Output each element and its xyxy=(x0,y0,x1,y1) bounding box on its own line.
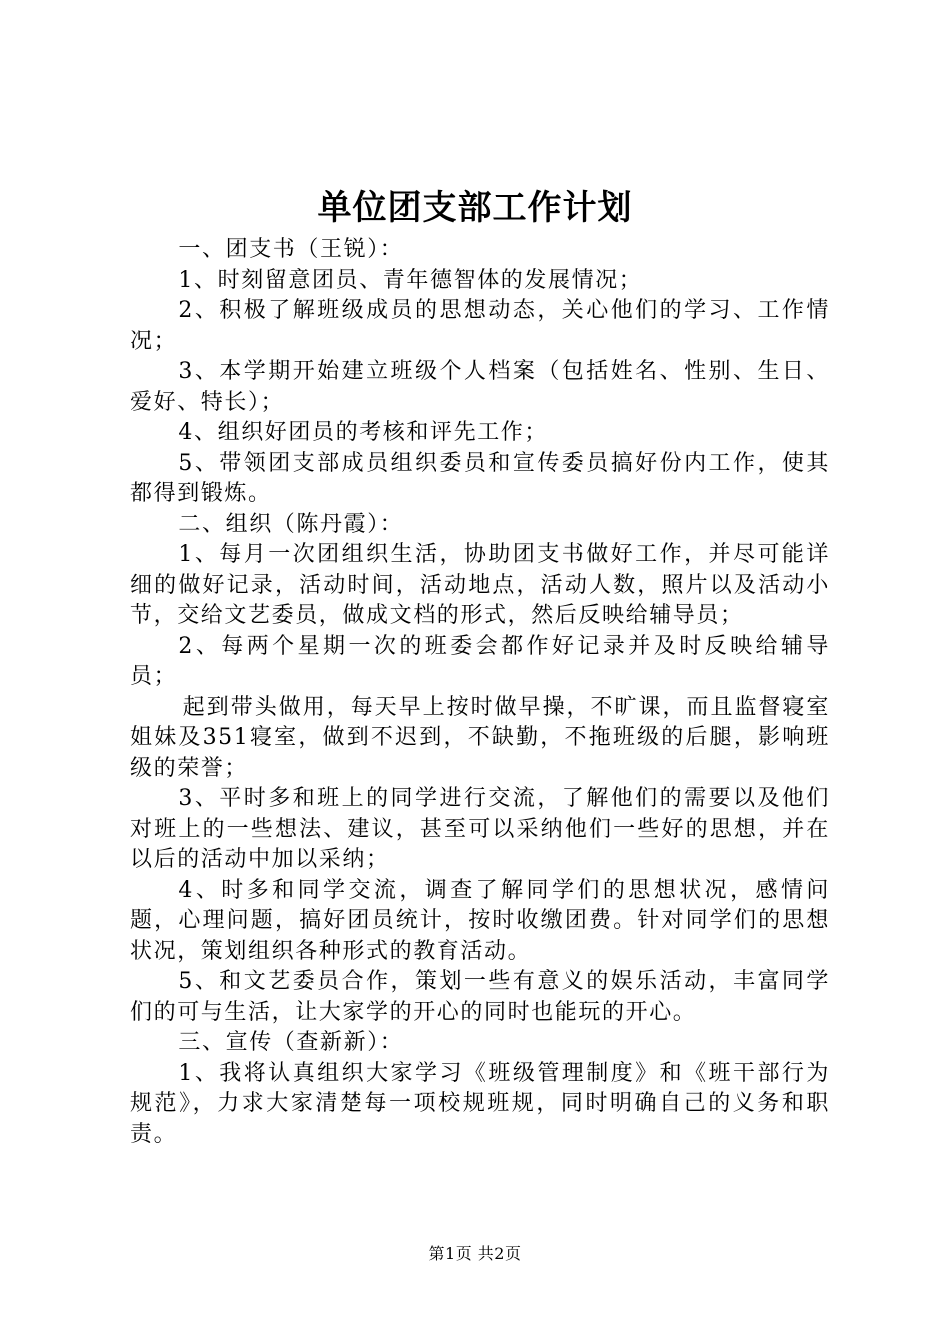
paragraph-2-4: 4、时多和同学交流，调查了解同学们的思想状况，感情问题，心理问题，搞好团员统计，按时收缴团费。针对同学们的思想状况，策划组织各种形式的教育活动。 xyxy=(130,877,830,964)
section-heading-2: 二、组织（陈丹霞）： xyxy=(178,511,404,537)
paragraph-2-unnumbered: 起到带头做用，每天早上按时做早操，不旷课，而且监督寝室姐妹及351寝室，做到不迟到，不缺勤，不拖班级的后腿，影响班级的荣誉； xyxy=(130,694,830,781)
paragraph-3-1: 1、我将认真组织大家学习《班级管理制度》和《班干部行为规范》，力求大家清楚每一项校规班规，同时明确自己的义务和职责。 xyxy=(130,1060,830,1147)
paragraph-1-4: 4、组织好团员的考核和评先工作； xyxy=(178,420,548,445)
section-heading-3: 三、宣传（查新新）： xyxy=(178,1030,404,1055)
paragraph-1-2: 2、积极了解班级成员的思想动态，关心他们的学习、工作情况； xyxy=(130,298,830,354)
paragraph-1-3: 3、本学期开始建立班级个人档案（包括姓名、性别、生日、爱好、特长）； xyxy=(130,359,830,415)
paragraph-2-2: 2、每两个星期一次的班委会都作好记录并及时反映给辅导员； xyxy=(130,633,830,689)
document-body xyxy=(130,235,830,1150)
document-title: 单位团支部工作计划 xyxy=(317,188,633,228)
paragraph-1-1: 1、时刻留意团员、青年德智体的发展情况； xyxy=(178,267,643,293)
paragraph-1-5: 5、带领团支部成员组织委员和宣传委员搞好份内工作，使其都得到锻炼。 xyxy=(130,450,830,506)
paragraph-2-3: 3、平时多和班上的同学进行交流，了解他们的需要以及他们对班上的一些想法、建议，甚至可以采纳他们一些好的思想，并在以后的活动中加以采纳； xyxy=(130,786,830,872)
section-heading-1: 一、团支书（王锐）： xyxy=(178,237,404,262)
page-footer: 第1页 共2页 xyxy=(428,1244,522,1263)
paragraph-2-1: 1、每月一次团组织生活，协助团支书做好工作，并尽可能详细的做好记录，活动时间，活动地点，活动人数，照片以及活动小节，交给文艺委员，做成文档的形式，然后反映给辅导员； xyxy=(130,542,830,628)
paragraph-2-5: 5、和文艺委员合作，策划一些有意义的娱乐活动，丰富同学们的可与生活，让大家学的开心的同时也能玩的开心。 xyxy=(130,969,830,1025)
